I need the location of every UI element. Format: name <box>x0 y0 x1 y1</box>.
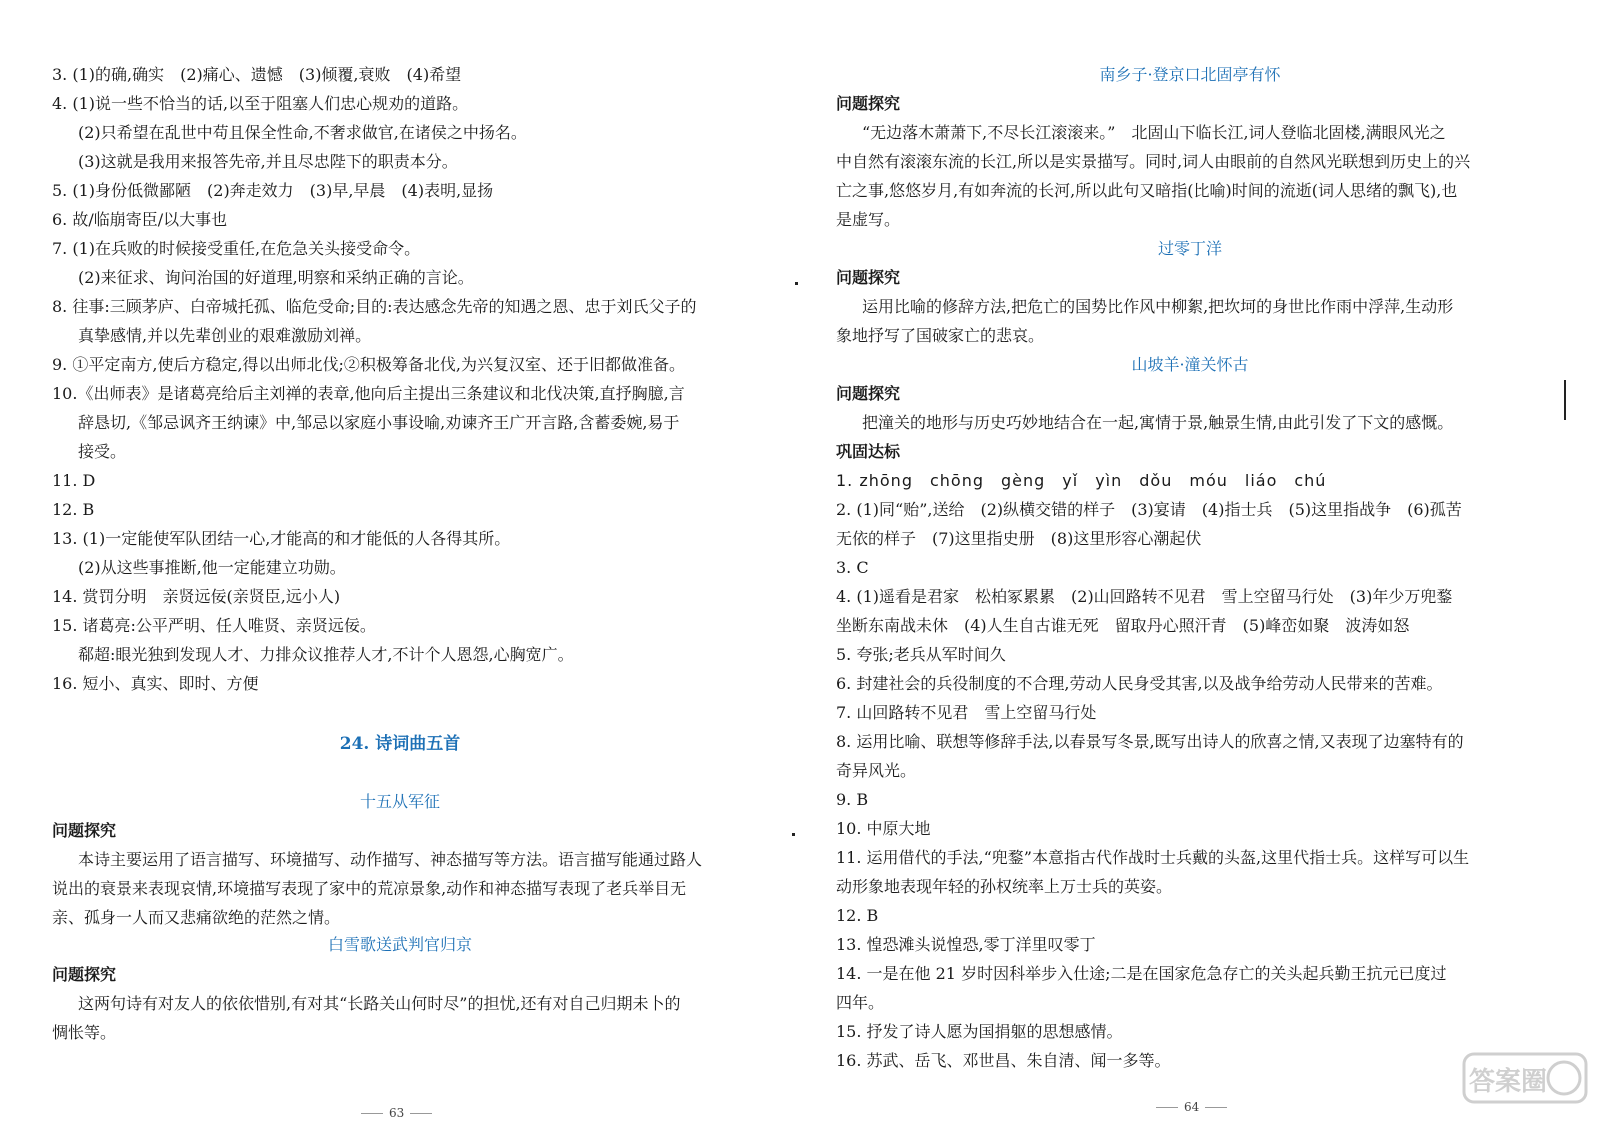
section-heading: 巩固达标 <box>836 442 901 461</box>
explanation-line: 是虚写。 <box>836 210 901 229</box>
answer-line: 郗超:眼光独到发现人才、力排众议推荐人才,不计个人恩怨,心胸宽广。 <box>78 645 574 664</box>
answer-line: 16. 短小、真实、即时、方便 <box>52 674 259 693</box>
answer-line: 坐断东南战未休 (4)人生自古谁无死 留取丹心照汗青 (5)峰峦如聚 波涛如怒 <box>836 616 1410 635</box>
answer-line: 接受。 <box>78 442 127 461</box>
answer-line: (2)只希望在乱世中苟且保全性命,不奢求做官,在诸侯之中扬名。 <box>78 123 527 142</box>
explanation-line: 中自然有滚滚东流的长江,所以是实景描写。同时,词人由眼前的自然风光联想到历史上的兴 <box>836 152 1471 171</box>
page-number: 64 <box>1150 1100 1233 1114</box>
answer-line: 10. 中原大地 <box>836 819 931 838</box>
answer-line: (2)从这些事推断,他一定能建立功勋。 <box>78 558 346 577</box>
explanation-line: 惆怅等。 <box>52 1023 117 1042</box>
answer-line: 5. 夸张;老兵从军时间久 <box>836 645 1006 664</box>
answer-line: 3. (1)的确,确实 (2)痛心、遗憾 (3)倾覆,衰败 (4)希望 <box>52 65 462 84</box>
answer-line: 15. 诸葛亮:公平严明、任人唯贤、亲贤远佞。 <box>52 616 376 635</box>
answer-line: 5. (1)身份低微鄙陋 (2)奔走效力 (3)早,早晨 (4)表明,显扬 <box>52 181 494 200</box>
answer-line: (3)这就是我用来报答先帝,并且尽忠陛下的职责本分。 <box>78 152 458 171</box>
answer-line: (2)来征求、询问治国的好道理,明察和采纳正确的言论。 <box>78 268 474 287</box>
answer-line: 8. 往事:三顾茅庐、白帝城托孤、临危受命;目的:表达感念先帝的知遇之恩、忠于刘氏父子的 <box>52 297 697 316</box>
watermark-brand: 答案圈 <box>1468 1067 1548 1097</box>
explanation-line: 亡之事,悠悠岁月,有如奔流的长河,所以此句又暗指(比喻)时间的流逝(词人思绪的飘飞),也 <box>836 181 1458 200</box>
chapter-title: 24. 诗词曲五首 <box>339 734 461 754</box>
answer-line: 4. (1)遥看是君家 松柏冢累累 (2)山回路转不见君 雪上空留马行处 (3)年少万兜鍪 <box>836 587 1453 606</box>
answer-line: 真挚感情,并以先辈创业的艰难激励刘禅。 <box>78 326 372 345</box>
answer-line: 10.《出师表》是诸葛亮给后主刘禅的表章,他向后主提出三条建议和北伐决策,直抒胸臆,言 <box>52 384 685 403</box>
poem-title: 过零丁洋 <box>1157 239 1222 258</box>
section-heading: 问题探究 <box>52 965 117 984</box>
explanation-line: 说出的衰景来表现哀情,环境描写表现了家中的荒凉景象,动作和神态描写表现了老兵举目无 <box>52 879 687 898</box>
answer-line: 12. B <box>52 500 95 519</box>
answer-line: 6. 故/临崩寄臣/以大事也 <box>52 210 228 229</box>
answer-line: 6. 封建社会的兵役制度的不合理,劳动人民身受其害,以及战争给劳动人民带来的苦难。 <box>836 674 1443 693</box>
explanation-line: 亲、孤身一人而又悲痛欲绝的茫然之情。 <box>52 908 341 927</box>
answer-line: 2. (1)同“贻”,送给 (2)纵横交错的样子 (3)宴请 (4)指士兵 (5)这里指战争 (6)孤苦 <box>836 500 1462 519</box>
answer-line: 16. 苏武、岳飞、邓世昌、朱自清、闻一多等。 <box>836 1051 1171 1070</box>
answer-line: 9. ①平定南方,使后方稳定,得以出师北伐;②积极筹备北伐,为兴复汉室、还于旧都做准备。 <box>52 355 686 374</box>
explanation-line: 运用比喻的修辞方法,把危亡的国势比作风中柳絮,把坎坷的身世比作雨中浮萍,生动形 <box>862 297 1454 316</box>
answer-line: 4. (1)说一些不恰当的话,以至于阻塞人们忠心规劝的道路。 <box>52 94 469 113</box>
answer-line: 辞恳切,《邹忌讽齐王纳谏》中,邹忌以家庭小事设喻,劝谏齐王广开言路,含蓄委婉,易于 <box>78 413 680 432</box>
answer-line: 3. C <box>836 558 869 577</box>
explanation-line: 本诗主要运用了语言描写、环境描写、动作描写、神态描写等方法。语言描写能通过路人 <box>78 850 703 869</box>
answer-line: 14. 赏罚分明 亲贤远佞(亲贤臣,远小人) <box>52 587 341 606</box>
answer-line: 11. D <box>52 471 96 490</box>
poem-title: 白雪歌送武判官归京 <box>327 935 472 954</box>
binding-dot <box>792 833 795 836</box>
answer-line: 11. 运用借代的手法,“兜鍪”本意指古代作战时士兵戴的头盔,这里代指士兵。这样写可以生 <box>836 848 1470 867</box>
answer-line: 7. (1)在兵败的时候接受重任,在危急关头接受命令。 <box>52 239 421 258</box>
answer-line: 7. 山回路转不见君 雪上空留马行处 <box>836 703 1097 722</box>
explanation-line: “无边落木萧萧下,不尽长江滚滚来。” 北固山下临长江,词人登临北固楼,满眼风光之 <box>862 123 1446 142</box>
answer-line: 8. 运用比喻、联想等修辞手法,以春景写冬景,既写出诗人的欣喜之情,又表现了边塞特有的 <box>836 732 1464 751</box>
answer-line: 奇异风光。 <box>836 761 917 780</box>
watermark-logo <box>1460 1050 1590 1136</box>
answer-line: 13. (1)一定能使军队团结一心,才能高的和才能低的人各得其所。 <box>52 529 511 548</box>
answer-line: 动形象地表现年轻的孙权统率上万士兵的英姿。 <box>836 877 1173 896</box>
pinyin-answer: 1. zhōng chōng gèng yǐ yìn dǒu móu liáo chú <box>836 471 1327 490</box>
answer-line: 四年。 <box>836 993 885 1012</box>
right-page <box>800 0 1600 1142</box>
answer-line: 12. B <box>836 906 879 925</box>
explanation-line: 象地抒写了国破家亡的悲哀。 <box>836 326 1045 345</box>
answer-line: 13. 惶恐滩头说惶恐,零丁洋里叹零丁 <box>836 935 1096 954</box>
answer-line: 无依的样子 (7)这里指史册 (8)这里形容心潮起伏 <box>836 529 1202 548</box>
explanation-line: 这两句诗有对友人的依依惜别,有对其“长路关山何时尽”的担忧,还有对自己归期未卜的 <box>78 994 681 1013</box>
explanation-line: 把潼关的地形与历史巧妙地结合在一起,寓情于景,触景生情,由此引发了下文的感慨。 <box>862 413 1454 432</box>
page-number: 63 <box>355 1106 438 1120</box>
poem-title: 十五从军征 <box>359 792 440 811</box>
poem-title: 山坡羊·潼关怀古 <box>1131 355 1249 374</box>
answer-line: 9. B <box>836 790 869 809</box>
section-heading: 问题探究 <box>836 268 901 287</box>
answer-line: 15. 抒发了诗人愿为国捐躯的思想感情。 <box>836 1022 1123 1041</box>
section-heading: 问题探究 <box>52 821 117 840</box>
binding-dot <box>795 282 798 285</box>
answer-line: 14. 一是在他 21 岁时因科举步入仕途;二是在国家危急存亡的关头起兵勤王抗元已度过 <box>836 964 1447 983</box>
poem-title: 南乡子·登京口北固亭有怀 <box>1099 65 1281 84</box>
section-heading: 问题探究 <box>836 384 901 403</box>
section-heading: 问题探究 <box>836 94 901 113</box>
